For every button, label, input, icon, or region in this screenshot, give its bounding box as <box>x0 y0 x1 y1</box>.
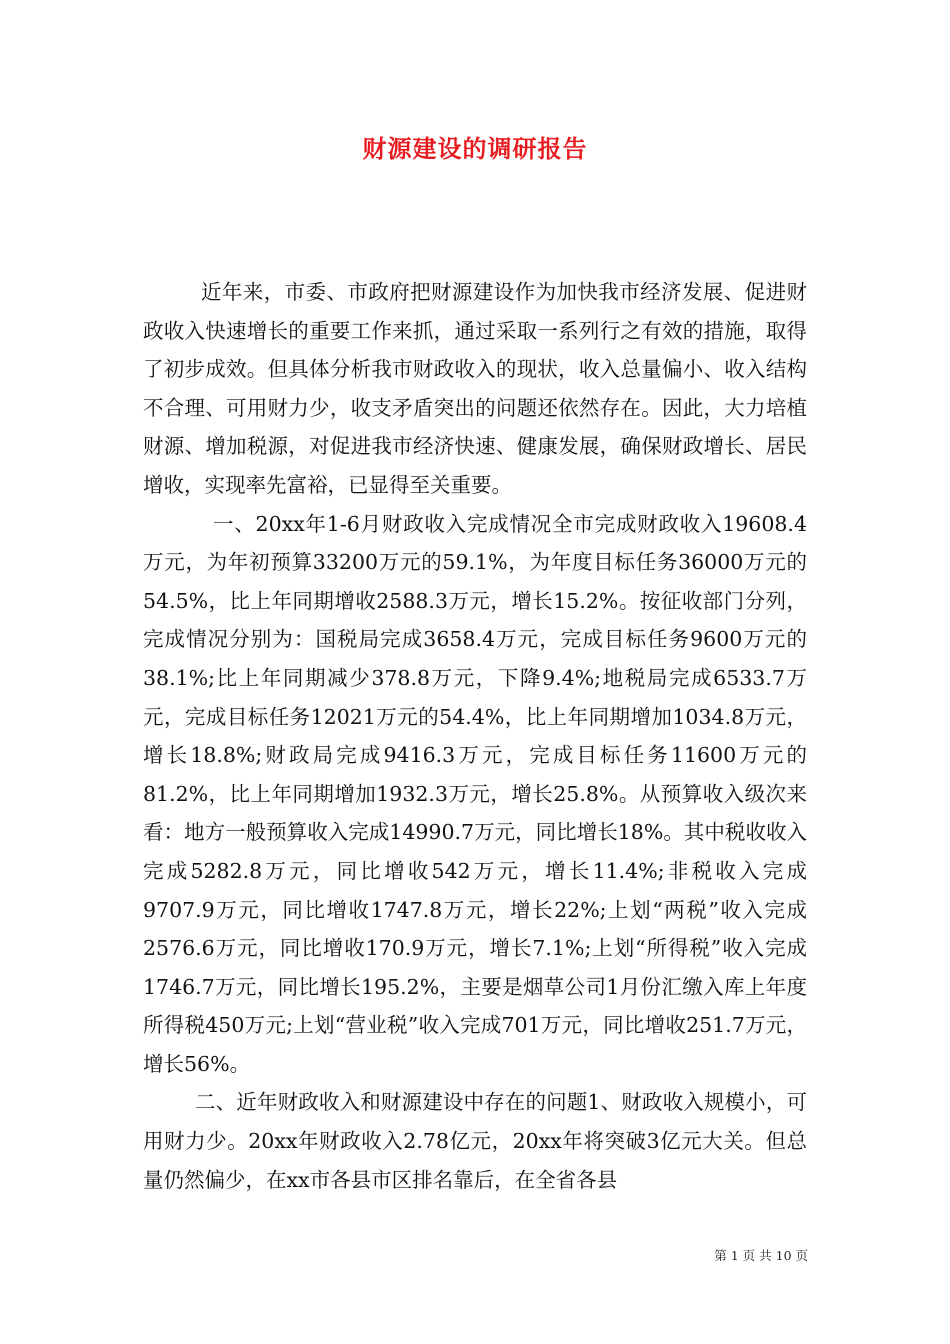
paragraph-section-one: 一、20xx年1-6月财政收入完成情况全市完成财政收入19608.4万元，为年初预算33200万元的59.1%，为年度目标任务36000万元的54.5%，比上年同期增收2588.3万元，增长15.2%。按征收部门分列，完成情况分别为：国税局完成3658.4万元，完成目标任务9600万元的38.1%;比上年同期减少378.8万元，下降9.4%;地税局完成6533.7万元，完成目标任务12021万元的54.4%，比上年同期增加1034.8万元，增长18.8%;财政局完成9416.3万元，完成目标任务11600万元的81.2%，比上年同期增加1932.3万元，增长25.8%。从预算收入级次来看：地方一般预算收入完成14990.7万元，同比增长18%。其中税收收入完成5282.8万元，同比增收542万元，增长11.4%;非税收入完成9707.9万元，同比增收1747.8万元，增长22%;上划“两税”收入完成2576.6万元，同比增收170.9万元，增长7.1%;上划“所得税”收入完成1746.7万元，同比增长195.2%，主要是烟草公司1月份汇缴入库上年度所得税450万元;上划“营业税”收入完成701万元，同比增收251.7万元，增长56%。 <box>143 511 807 1076</box>
document-body <box>143 273 807 1199</box>
paragraph-intro: 近年来，市委、市政府把财源建设作为加快我市经济发展、促进财政收入快速增长的重要工作来抓，通过采取一系列行之有效的措施，取得了初步成效。但具体分析我市财政收入的现状，收入总量偏小、收入结构不合理、可用财力少，收支矛盾突出的问题还依然存在。因此，大力培植财源、增加税源，对促进我市经济快速、健康发展，确保财政增长、居民增收，实现率先富裕，已显得至关重要。 <box>143 280 807 497</box>
page-number-footer: 第 1 页 共 10 页 <box>714 1248 808 1263</box>
paragraph-section-two: 二、近年财政收入和财源建设中存在的问题1、财政收入规模小，可用财力少。20xx年财政收入2.78亿元，20xx年将突破3亿元大关。但总量仍然偏少，在xx市各县市区排名靠后，在全省各县 <box>143 1090 807 1192</box>
document-title: 财源建设的调研报告 <box>362 134 588 163</box>
